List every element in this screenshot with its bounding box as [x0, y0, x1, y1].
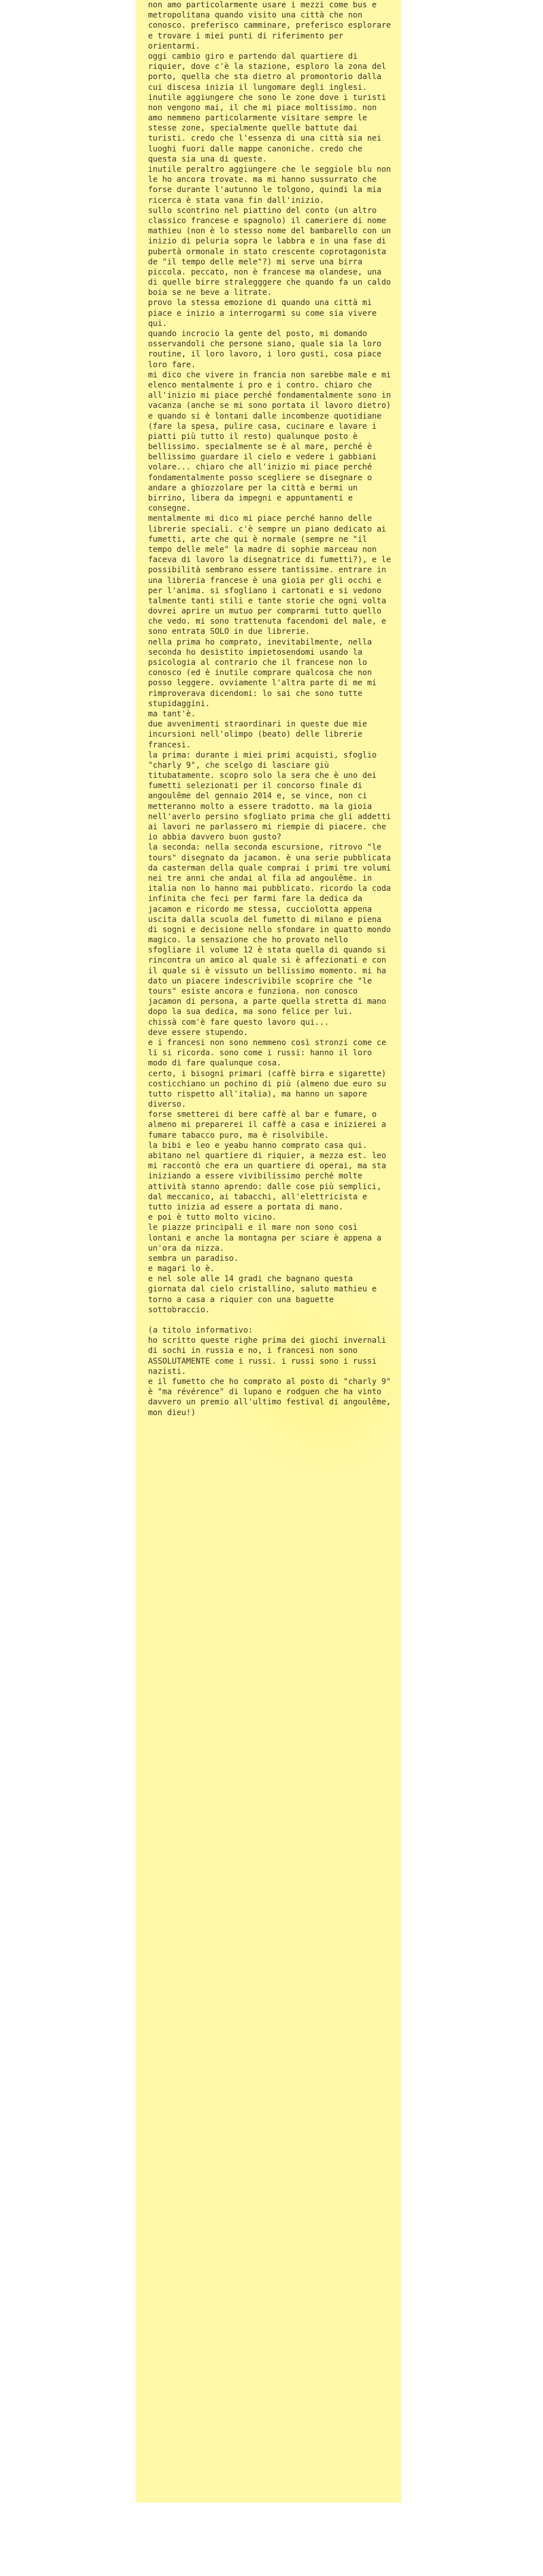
- post-paragraph: e i francesi non sono nemmeno così stronzi come ce li si ricorda. sono come i russi: hanno il loro modo di fare qualunque cosa.: [148, 1038, 391, 1068]
- post-paragraph: sullo scontrino nel piattino del conto (un altro classico francese e spagnolo) il cameriere di nome mathieu (non è lo stesso nome del bambarello con un inizio di peluria sopra le labbra e in una fase di pubertà ormonale in stato crescente coprotagonista de "il tempo delle mele"?) mi serve una birra piccola. peccato, non è francese ma olandese, una di quelle birre stralegggere che quando fa un caldo boia se ne beve a litrate.: [148, 206, 396, 298]
- post-paragraph: provo la stessa emozione di quando una città mi piace e inizio a interrogarmi su come sia vivere qui.: [148, 298, 382, 328]
- post-body: [148, 0, 396, 1418]
- post-paragraph: inutile aggiungere che sono le zone dove i turisti non vengono mai, il che mi piace moltissimo. non amo nemmeno particolarmente visitare sempre le stesse zone, specialmente quelle battute dai turisti. credo che l'essenza di una città sia nei luoghi fuori dalle mappe canoniche. credo che questa sia una di queste.: [148, 93, 391, 164]
- post-paragraph: la bibi e leo e yeabu hanno comprato casa qui. abitano nel quartiere di riquier, a mezza est. leo mi raccontò che era un quartiere di operai, ma sta iniziando a essere vivibilissimo perché molte attività stanno aprendo: dalle cose più semplici, dal meccanico, ai tabacchi, all'elettricista e tutto inizia ad essere a portata di mano.: [148, 1141, 391, 1212]
- post-paragraph: e poi è tutto molto vicino.: [148, 1213, 277, 1222]
- post-paragraph: forse smetterei di bere caffè al bar e fumare, o almeno mi preparerei il caffè a casa e inizierei a fumare tabacco puro, ma è risolvibile.: [148, 1110, 391, 1140]
- post-paragraph: e nel sole alle 14 gradi che bagnano questa giornata dal cielo cristallino, saluto mathieu e torno a casa a riquier con una baguette sottobraccio.: [148, 1274, 382, 1315]
- post-paragraph: mentalmente mi dico mi piace perché hanno delle librerie speciali. c'è sempre un piano dedicato ai fumetti, arte che qui è normale (sempre ne "il tempo delle mele" la madre di sophie marceau non faceva di lavoro la disegnatrice di fumetti?), e le possibilità sembrano essere tantissime. entrare in una libreria francese è una gioia per gli occhi e per l'anima. si sfogliano i cartonati e si vedono talmente tanti stili e tante storie che ogni volta dovrei aprire un mutuo per comprarmi tutto quello che vedo. mi sono trattenuta facendomi del male, e sono entrata SOLO in due librerie.: [148, 514, 396, 637]
- post-paragraph: ho scritto queste righe prima dei giochi invernali di sochi in russia e no, i francesi non sono ASSOLUTAMENTE come i russi. i russi sono i russi nazisti.: [148, 1336, 391, 1376]
- post-paragraph: e il fumetto che ho comprato al posto di "charly 9" è "ma révérence" di lupano e rodguen che ha vinto davvero un premio all'ultimo festival di angoulême, mon dieu!): [148, 1377, 396, 1417]
- post-paragraph: (a titolo informativo:: [148, 1326, 253, 1335]
- post-paragraph: nella prima ho comprato, inevitabilmente, nella seconda ho desistito impietosendomi usando la psicologia al contrario che il francese non lo conosco (ed è inutile comprare qualcosa che non posso leggere. ovviamente l'altra parte di me mi rimproverava dicendomi: lo sai che sono tutte stupidaggini.: [148, 637, 382, 708]
- post-paragraph: deve essere stupendo.: [148, 1028, 249, 1037]
- post-paragraph: e magari lo è.: [148, 1264, 215, 1274]
- post-paragraph: non amo particolarmente usare i mezzi come bus e metropolitana quando visito una città che non conosco. preferisco camminare, preferisco esplorare e trovare i miei punti di riferimento per orientarmi.: [148, 1, 396, 51]
- post-paragraph: la prima: durante i miei primi acquisti, sfoglio "charly 9", che scelgo di lasciare giù titubatamente. scopro solo la sera che è uno dei fumetti selezionati per il concorso finale di angoulême del gennaio 2014 e, se vince, non ci metteranno molto a essere tradotto. ma la gioia nell'averlo persino sfogliato prima che gli addetti ai lavori ne parlassero mi riempie di piacere. che io abbia davvero buon gusto?: [148, 750, 396, 842]
- post-paragraph: ma tant'è.: [148, 709, 196, 719]
- post-paragraph: inutile peraltro aggiungere che le seggiole blu non le ho ancora trovate. ma mi hanno sussurrato che forse durante l'autunno le tolgono, quindi la mia ricerca è stata vana fin dall'inizio.: [148, 165, 396, 205]
- post-paragraph: chissà com'è fare questo lavoro qui...: [148, 1017, 329, 1027]
- post-paragraph: sembra un paradiso.: [148, 1254, 239, 1263]
- post-paragraph: [148, 1315, 396, 1325]
- post-paragraph: la seconda: nella seconda escursione, ritrovo "le tours" disegnato da jacamon. è una serie pubblicata da casterman della quale comprai i primi tre volumi nei tre anni che andai al fila ad angoulême. in italia non lo hanno mai pubblicato. ricordo la coda infinita che feci per farmi fare la dedica da jacamon e ricordo me stessa, cucciolotta appena uscita dalla scuola del fumetto di milano e piena di sogni e decisione nello sfondare in quatto mondo magico. la sensazione che ho provato nello sfogliare il volume 12 è stata quella di quando si rincontra un amico al quale si è affezionati e con il quale si è vissuto un bellissimo momento. mi ha dato un piacere indescrivibile scoprire che "le tours" esiste ancora e funziona. non conosco jacamon di persona, a parte quella stretta di mano dopo la sua dedica, ma sono felice per lui.: [148, 843, 396, 1017]
- post-paragraph: certo, i bisogni primari (caffè birra e sigarette) costicchiano un pochino di più (almeno due euro su tutto rispetto all'italia), ma hanno un sapore diverso.: [148, 1069, 391, 1109]
- notebook-paper: [136, 0, 401, 2503]
- post-paragraph: oggi cambio giro e partendo dal quartiere di riquier, dove c'è la stazione, esploro la zona del porto, quella che sta dietro al promontorio dalla cui discesa inizia il lungomare degli inglesi.: [148, 51, 391, 92]
- post-paragraph: quando incrocio la gente del posto, mi domando osservandoli che persone siano, quale sia la loro routine, il loro lavoro, i loro gusti, cosa piace loro fare.: [148, 329, 386, 369]
- post-paragraph: mi dico che vivere in francia non sarebbe male e mi elenco mentalmente i pro e i contro. chiaro che all'inizio mi piace perché fondamentalmente sono in vacanza (anche se mi sono portata il lavoro dietro) e quando si è lontani dalle incombenze quotidiane (fare la spesa, pulire casa, cucinare e lavare i piatti più tutto il resto) qualunque posto è bellissimo. specialmente se è al mare, perché è bellissimo guardare il cielo e vedere i gabbiani volare... chiaro che all'inizio mi piace perché fondamentalmente posso scegliere se disegnare o andare a ghiozzolare per la città e bermi un birrino, libera da impegni e appuntamenti e consegne.: [148, 370, 396, 514]
- post-paragraph: le piazze principali e il mare non sono così lontani e anche la montagna per sciare è appena a un'ora da nizza.: [148, 1223, 386, 1253]
- post-paragraph: due avvenimenti straordinari in queste due mie incursioni nell'olimpo (beato) delle librerie francesi.: [148, 720, 372, 750]
